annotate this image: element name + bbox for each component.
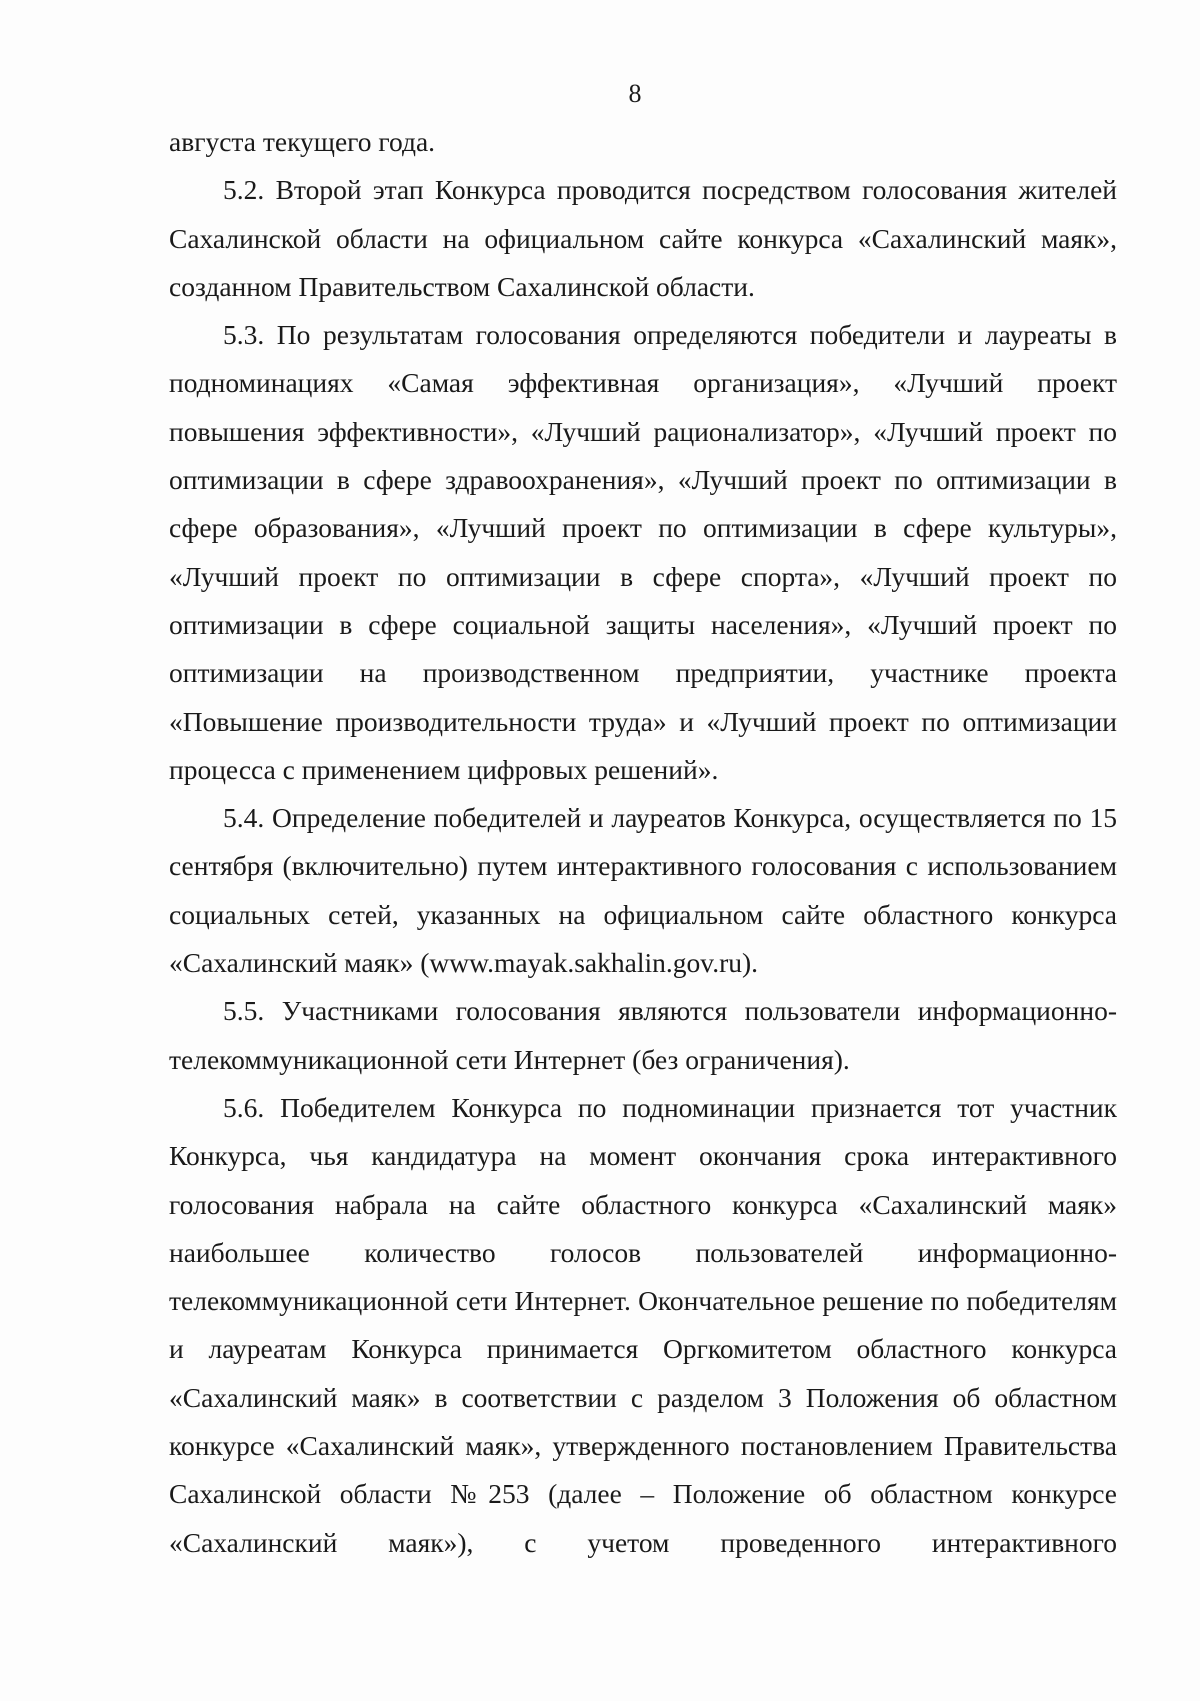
paragraph-continuation: августа текущего года. (169, 126, 436, 157)
paragraph-5-5: 5.5. Участниками голосования являются пользователи информационно-телекоммуникационной сети Интернет (без ограничения). (169, 995, 1117, 1075)
paragraph-5-2: 5.2. Второй этап Конкурса проводится посредством голосования жителей Сахалинской области на официальном сайте конкурса «Сахалинский маяк», созданном Правительством Сахалинской области. (169, 174, 1117, 302)
paragraph-5-4: 5.4. Определение победителей и лауреатов Конкурса, осуществляется по 15 сентября (включительно) путем интерактивного голосования с использованием социальных сетей, указанных на официальном сайте областного конкурса «Сахалинский маяк» (www.mayak.sakhalin.gov.ru). (169, 802, 1117, 979)
paragraph-5-6: 5.6. Победителем Конкурса по подноминации признается тот участник Конкурса, чья кандидатура на момент окончания срока интерактивного голосования набрала на сайте областного конкурса «Сахалинский маяк» наибольшее количество голосов пользователей информационно-телекоммуникационной сети Интернет. Окончательное решение по победителям и лауреатам Конкурса принимается Оргкомитетом областного конкурса «Сахалинский маяк» в соответствии с разделом 3 Положения об областном конкурсе «Сахалинский маяк», утвержденного постановлением Правительства Сахалинской области №253 (далее – Положение об областном конкурсе «Сахалинский маяк»), с учетом проведенного интерактивного (169, 1091, 1117, 1558)
paragraph-5-3: 5.3. По результатам голосования определяются победители и лауреаты в подноминациях «Самая эффективная организация», «Лучший проект повышения эффективности», «Лучший рационализатор», «Лучший проект по оптимизации в сфере здравоохранения», «Лучший проект по оптимизации в сфере образования», «Лучший проект по оптимизации в сфере культуры», «Лучший проект по оптимизации в сфере спорта», «Лучший проект по оптимизации в сфере социальной защиты населения», «Лучший проект по оптимизации на производственном предприятии, участнике проекта «Повышение производительности труда» и «Лучший проект по оптимизации процесса с применением цифровых решений». (169, 319, 1117, 785)
page-number: 8 (628, 79, 642, 108)
document-body (169, 118, 1117, 1567)
